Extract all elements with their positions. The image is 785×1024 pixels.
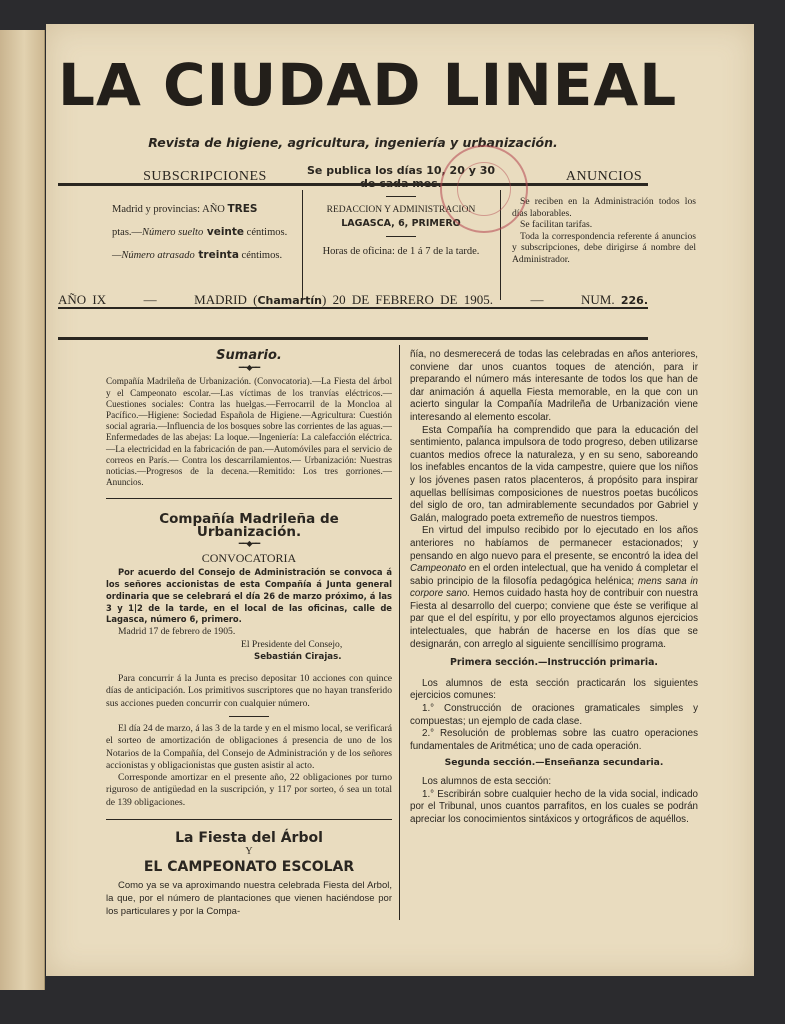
right-p3a: En virtud del impulso recibido por lo ejecutado en los años anteriores no habíamos de permanecer estacionados; y pensando en algo nuevo para el presente, se encontró la idea del [410,525,698,562]
ads-text [512,196,696,265]
ads-text-2: Se facilitan tarifas. [520,219,593,230]
ornament: ━━◆━━ [238,363,260,373]
column-divider [399,345,400,920]
subs-back-price: treinta [194,249,239,261]
convocatoria-title: CONVOCATORIA [201,550,297,565]
compania-p2: El día 24 de marzo, á las 3 de la tarde y en el mismo local, se verificará el sorteo de amortización de obligaciones á presencia de uno de los Notarios de la Compañía, del Consejo de Administración y de los señores accionistas y obligacionistas que gusten asistir al acto. [106,722,392,771]
right-p7: Los alumnos de esta sección: [422,776,552,787]
right-p8: 1.° Escribirán sobre cualquier hecho de la vida social, indicado por el Tribunal, unos cuantos parrafitos, en los cuales se podrán apreciar los conocimientos sintáxicos y ortográficos de aquéllos. [410,788,698,825]
subs-back-issue: —Número atrasado [112,250,195,261]
dateline-dash-2: — [530,292,544,307]
compania-title: Compañía Madrileña de Urbanización. [159,511,339,540]
place-b: Chamartín [257,294,322,307]
right-p3e: Hemos cuidado hasta hoy de contribuir con nuestra Fiesta al desarrollo del cuerpo; conviene que éste se verifique al par que el del espíritu, y por ello proyectamos algunos ejercicios intelectuales, que habrán de hacerse en los días que se designarán, con arreglo al siguiente sencillísimo programa. [410,588,698,650]
sumario-text: Compañía Madrileña de Urbanización. (Convocatoria).—La Fiesta del árbol y el Campeonato escolar.—Las víctimas de los tranvías eléctricos.— Cuestiones sociales: Contra las huelgas.—Ferrocarril de la Moncloa al Pacífico.—Higiene: Sociedad Española de Higiene.—Agricultura: Cuestión social agraria.—Influencia de los bosques sobre las corrientes de las aguas.—Enfermedades de las abejas: La loque.—Ingeniería: La calefacción eléctrica.—La electricidad en la fabricación de pan.—Automóviles para el servicio de correos en París.— Contra los descarrilamientos.— Urbanización: Nuestras noticias.—Progresos de la decena.—Remitido: Los tres gorriones.—Anuncios. [106,376,392,488]
convocatoria-text: Por acuerdo del Consejo de Administración se convoca á los señores accionistas de esta Compañía á Junta general ordinaria que se celebrará el día 26 de marzo próximo, á las 3 y 1|2 de la tarde, en el local de las oficinas, calle de Lagasca, número 6, primero. [106,567,392,625]
right-p6: 2.° Resolución de problemas sobre las cuatro operaciones fundamentales de Aritmética; uno de cada operación. [410,728,698,752]
ads-box [512,170,696,265]
subs-line2-end: céntimos. [244,227,288,238]
num-label: NUM. [581,292,615,307]
header-divider-1 [302,190,303,300]
subs-line2: ptas.— [112,227,143,238]
ads-heading: ANUNCIOS [565,169,643,184]
right-p4: Los alumnos de esta sección practicarán los siguientes ejercicios comunes: [410,677,698,702]
subs-price: TRES [227,203,258,215]
dateline-dash-1: — [143,292,157,307]
publication-rule [386,196,416,197]
right-p3c: en el orden intelectual, que ha venido á completar el sabio principio de la filosofía pedagógica helénica; [410,563,698,587]
redaccion-label: REDACCION Y ADMINISTRACION [326,205,476,215]
right-p3 [410,525,698,651]
publication-frequency-2: de cada mes. [360,177,442,190]
place-a: MADRID ( [194,292,258,307]
subscriptions-text [112,202,298,263]
library-stamp [440,145,528,233]
subscriptions-box [112,170,298,263]
place-c: ) 20 DE FEBRERO DE 1905. [321,292,493,307]
convocatoria-date: Madrid 17 de febrero de 1905. [118,626,236,638]
office-hours: Horas de oficina: de 1 á 7 de la tarde. [322,246,480,257]
president-title: El Presidente del Consejo, [241,638,343,650]
right-p2: Esta Compañía ha comprendido que para la educación del sentimiento, palanca impulsora de todo progreso, deben utilizarse cuantos medios ofrece la naturaleza, y en su seno, saboreando los inefables encantos de la vida campestre, quiere que los niños y los jóvenes pasen ratos placenteros, á propósito para inspirar aquellas bellísimas composiciones de nuestros poetas bucólicos del siglo de oro, tan admirablemente secundados por Gabriel y Galán, malogrado poeta extremeño de nuestros tiempos. [410,424,698,524]
dateline-rule-bottom [58,337,648,340]
ads-text-3: Toda la correspondencia referente á anuncios y subscripciones, debe dirigirse á nombre del Administrador. [512,230,696,265]
dateline [58,292,648,308]
fiesta-p1: Como ya se va aproximando nuestra celebrada Fiesta del Arbol, la que, por el número de plantaciones que vienen haciéndose por los particulares y por la Compa- [106,879,392,917]
left-rule-2 [229,716,269,717]
left-rule-3 [106,819,392,820]
book-spine [0,30,45,990]
sumario-title: Sumario. [216,348,282,363]
left-column [106,350,392,918]
right-p1: ñía, no desmerecerá de todas las celebradas en años anteriores, conviene dar unos cuantos toques de atención, para ir preparando el número más interesante de todos los que han de dar animación á aquella Fiesta memorable, en la que con un acierto singular la Compañía Madrileña de Urbanización viene interesando al elemento escolar. [410,349,698,423]
right-p5: 1.° Construcción de oraciones gramaticales simples y compuestas; un ejemplo de cada clase. [410,703,698,727]
library-stamp-inner [457,162,511,216]
num-value: 226. [620,294,648,307]
section-1-title: Primera sección.—Instrucción primaria. [450,657,658,669]
section-2-title: Segunda sección.—Enseñanza secundaria. [444,757,664,769]
publication-frequency: Se publica los días 10, 20 y 30 [306,164,495,177]
right-p3b: Campeonato [410,563,467,575]
campeonato-title: EL CAMPEONATO ESCOLAR [143,858,355,875]
dateline-place [194,292,493,308]
subs-single-price: veinte [203,226,245,238]
masthead-subtitle: Revista de higiene, agricultura, ingeniería y urbanización. [148,135,558,150]
issue-number [581,292,648,308]
compania-p3: Corresponde amortizar en el presente año, 22 obligaciones por turno riguroso de antigüedad en la suscripción, y 117 por sorteo, ó sea un total de 139 obligaciones. [106,772,392,808]
fiesta-and: Y [245,846,253,858]
publication-rule-2 [386,236,416,237]
subs-line1: Madrid y provincias: AÑO [112,204,228,215]
right-column [410,349,698,826]
ornament-2: ━━◆━━ [238,538,260,548]
ads-text-1: Se reciben en la Administración todos los días laborables. [512,196,696,219]
president-signature: Sebastián Cirajas. [254,651,342,662]
subs-single: Número suelto [142,227,204,238]
left-rule-1 [106,498,392,499]
office-address: LAGASCA, 6, PRIMERO [341,218,461,229]
volume-year: AÑO IX [58,292,107,307]
fiesta-title: La Fiesta del Árbol [175,830,323,847]
right-p3d: mens sana in corpore sano. [410,575,698,600]
compania-p1: Para concurrir á la Junta es preciso depositar 10 acciones con quince días de anticipación. Los primitivos suscriptores que no hayan transferido sus acciones pueden concurrir con cualquier número. [106,673,392,709]
masthead-title: LA CIUDAD LINEAL [58,51,678,119]
subs-line3-end: céntimos. [238,250,283,261]
subscriptions-heading: SUBSCRIPCIONES [143,169,267,184]
